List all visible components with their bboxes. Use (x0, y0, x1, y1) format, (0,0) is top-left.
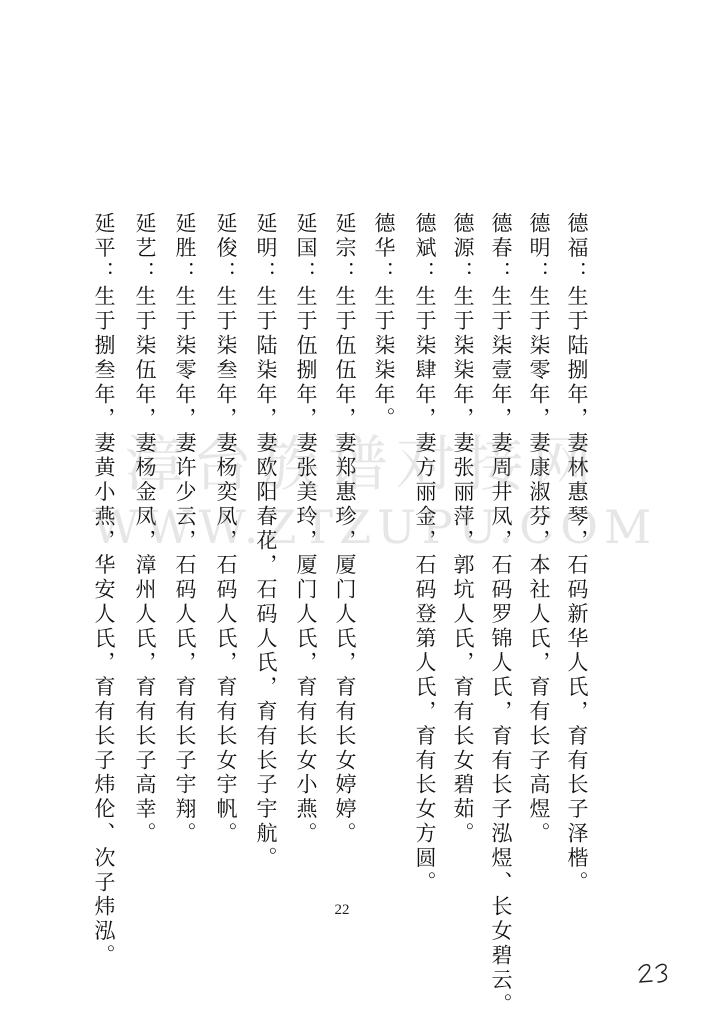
genealogy-entry: 德福：生于陆捌年，妻林惠琴，石码新华人氏，育有长子泽楷。 (565, 212, 589, 896)
genealogy-entry: 延国：生于伍捌年，妻张美玲，厦门人氏，育有长女小燕。 (294, 212, 318, 847)
genealogy-entry: 延平：生于捌叁年，妻黄小燕，华安人氏，育有长子炜伦、次子炜泓。 (92, 212, 116, 969)
genealogy-entry: 德华：生于柒柒年。 (372, 212, 396, 432)
page-number: 22 (334, 902, 350, 918)
genealogy-entry: 德明：生于柒零年，妻康淑芬，本社人氏，育有长子高煜。 (527, 212, 551, 847)
genealogy-entry: 延宗：生于伍伍年，妻郑惠珍，厦门人氏，育有长女婷婷。 (333, 212, 357, 847)
genealogy-entry: 德源：生于柒柒年，妻张丽萍，郭坑人氏，育有长女碧茹。 (451, 212, 475, 847)
watermark-latin: WWW.ZTZUPU.COM (92, 500, 658, 554)
genealogy-entry: 德斌：生于柒肆年，妻方丽金，石码登第人氏，育有长女方圆。 (413, 212, 437, 896)
handwritten-page-mark (636, 956, 682, 986)
genealogy-entry: 延俊：生于柒叁年，妻杨奕凤，石码人氏，育有长女宇帆。 (214, 212, 238, 847)
genealogy-entry: 德春：生于柒壹年，妻周井凤，石码罗锦人氏，育有长子泓煜、长女碧云。 (489, 212, 513, 1017)
genealogy-entry: 延明：生于陆柒年，妻欧阳春花，石码人氏，育有长子宇航。 (254, 212, 278, 871)
genealogy-entry: 延胜：生于柒零年，妻许少云，石码人氏，育有长子宇翔。 (173, 212, 197, 847)
watermark-chinese: 漳台族谱对接网 (124, 430, 600, 500)
genealogy-entry: 延艺：生于柒伍年，妻杨金凤，漳州人氏，育有长子高幸。 (133, 212, 157, 847)
